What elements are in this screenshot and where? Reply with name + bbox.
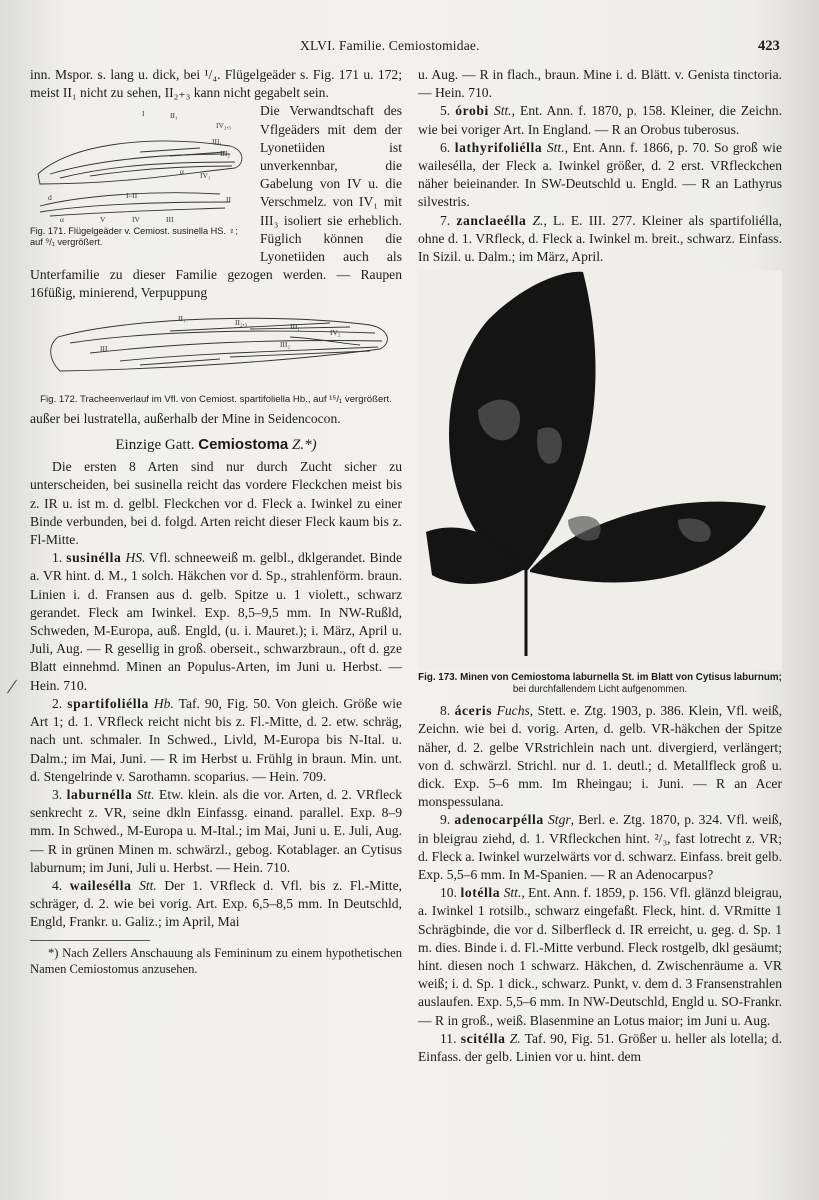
figure-173-caption-note: bei durchfallendem Licht aufgenommen. [512,684,688,696]
species-text: Taf. 90, Fig. 51. Größer u. heller als lotella; d. Einfass. der gelb. Linien vor u. hint. dem [418,1030,782,1065]
svg-text:III₁: III₁ [212,137,223,147]
species-number: 6. [440,139,451,155]
species-name: spartifoliélla [67,695,149,711]
genus-heading [30,436,402,454]
svg-text:II: II [226,195,231,205]
svg-text:III: III [100,343,108,353]
species-number: 3. [52,786,63,802]
trachea-diagram [30,309,402,387]
species-name: wailesélla [69,877,132,893]
species-name: adenocarpélla [454,812,544,828]
figure-173-caption [418,672,782,696]
svg-text:III₂: III₂ [280,339,291,349]
species-entry [418,139,782,212]
species-author: Z. [509,1030,521,1046]
species-number: 5. [440,103,451,119]
species-author: Stt. [136,786,155,802]
wing-venation-diagram [30,104,252,224]
species-author: HS. [125,550,146,566]
svg-text:IV: IV [132,215,140,225]
svg-text:III₁: III₁ [290,321,301,331]
species-text: , Ent. Ann. f. 1859, p. 156. Vfl. glänzd bleigrau, a. Iwinkel 1 rotsilb., schwarz eingefaßt. Fleck, hint. d. VRmitte 1 Schrägbinde, die vor d. Silberfleck d. IR erreicht, u. geg. d. Sp. 1 m. dies. Binde i. d. Fl.-Mitte verbund. Fleck rostgelb, dkl gesäumt; hint. diesen noch 1 schwarz. Häkchen, d. Zwischenräume a. VR weiß; i. d. Sp. 1 dick., schwarz. Punkt, v. dem d. 3 Fransenstrahlen auslaufen. Exp. 5,5–6 mm. In NW-Deutschld, Engld u. SO-Frankr. — R in groß., weiß. Blasenmine an Lotus maior; im Juni u. Aug. [418,885,782,1028]
figure-173-caption-main: Fig. 173. Minen von Cemiostoma laburnella St. im Blatt von Cytisus laburnum; [418,672,782,684]
genus-intro: Die ersten 8 Arten sind nur durch Zucht sicher zu unterscheiden, bei susinella reicht das vordere Fleckchen meist bis z. IR u. ist m. d. gelbl. Fleckchen vor d. Fleck a. Iwinkel zu einer Binde verbunden, bei d. folgd. Arten reicht dieser Fleck kaum bis z. Fl-Mitte. [30,459,402,548]
svg-text:IV₂: IV₂ [330,327,341,337]
intro-paragraph: inn. Mspor. s. lang u. dick, bei ¹/₄. Flügelgeäder s. Fig. 171 u. 172; meist II₁ nicht zu sehen, II₂₊₃ kann nicht gegabelt sein. [30,67,402,101]
species-author: Stt. [493,103,512,119]
footnote-text: *) Nach Zellers Anschauung als Femininum zu einem hypothetischen Namen Cemiostomus anzusehen. [30,945,402,976]
species-text: Vfl. schneeweiß m. gelbl., dklgerandet. Binde a. VR hint. d. M., 1 solch. Häkchen vor d. Sp., strahlenförm. braun. Linien i. d. Fransen aus d. gelb. Spitze u. 1 violett., schwarz gerandet. Fleck am Iwinkel. Exp. 8,5–9,5 mm. In NW-Rußld, Schweden, M-Europa, auß. Engld, (u. i. Mauret.); i. März, April u. Juli, Aug. — R gesellig in groß. oberseit., schwarzbraun., oft d. gze Blatt einnehmd. Minen an Populus-Arten, im Juni u. Herbst. — Hein. 710. [30,550,402,693]
species-entry [30,549,402,695]
species-number: 10. [440,885,457,901]
leaf-mines-photo [418,270,782,670]
species-number: 1. [52,550,63,566]
species-text: Etw. klein. als die vor. Arten, d. 2. VRfleck senkrecht z. VR, seine dkln Einfassg. einand. parallel. Exp. 8–9 mm. In Schwed., M-Europa u. M-Ital.; im Mai, Juni u. E. Juli, Aug. — R in grünen Minen m. schwärzl., gebog. Kotablager. an Cytisus laburnum; im Juni, Juli u. Herbst. — Hein. 710. [30,786,402,875]
svg-text:II₁: II₁ [170,111,178,121]
species-entry [418,1030,782,1066]
species-text: Der 1. VRfleck d. Vfl. bis z. Fl.-Mitte, schräger, d. 2. wie bei vorig. Art. Exp. 6,5–8,5 mm. In Deutschld, Engld, Frankr. u. Galiz.; im April, Mai [30,877,403,930]
genus-author: Z.*) [292,437,317,454]
species-name: lathyrifoliélla [454,139,543,155]
right-column [418,66,782,1066]
species-author: Stt. [139,877,157,893]
species-number: 2. [52,695,63,711]
svg-text:α: α [60,215,64,225]
species-number: 9. [440,812,451,828]
species-text: , Ent. Ann. f. 1866, p. 70. So groß wie wailesélla, der Fleck a. Iwinkel größer, d. 2 erst. VRfleckchen näher beieinander. In SW-Deutschld u. Engld. — R an Lathyrus silvestris. [418,139,782,210]
species-text: , L. E. III. 277. Kleiner als spartifoliélla, ohne d. 1. VRfleck, d. Fleck a. Iwinkel m. breit., schwarz. Einfass. In Sizil. u. Dalm.; im März, April. [418,212,782,265]
genus-prefix: Einzige Gatt. [115,437,195,454]
species-author: Fuchs [496,703,530,719]
species-text: Taf. 90, Fig. 50. Von gleich. Größe wie Art 1; d. 1. VRfleck reicht nicht bis z. Fl.-Mitte, d. 2. etw. schräg, nach unt. schmaler. In Schwed., Livld, M-Europa bis N-Ital. u. Dalm.; im Mai, Juni. — R im Herbst u. Frühlg in braun. Min. unt. d. Stengelrinde v. Sarothamn. scoparius. — Hein. 709. [30,695,403,784]
species-name: lotélla [460,885,501,901]
svg-text:d: d [48,193,52,203]
pupation-text: außer bei lustratella, außerhalb der Mine in Seidencocon. [30,410,341,426]
intro-continued: Die Verwandtschaft des Vflgeäders mit dem der Lyonetiiden ist unverkennbar, die Gabelung von IV u. die Verschmelz. von IV₁ mit III₃ isoliert sie erheblich. Füglich können die Lyonetiiden auch als Unterfamilie zu dieser Familie gezogen werden. — Raupen 16füßig, minierend, Verpuppung [30,103,402,301]
figure-171 [30,104,252,254]
svg-text:II₂,₃: II₂,₃ [235,317,248,327]
species-entry [418,702,782,811]
fig-171-block [30,102,402,302]
svg-text:α: α [180,167,184,177]
species-name: susinélla [66,550,122,566]
species-name: zanclaeélla [456,212,527,228]
figure-171-caption: Fig. 171. Flügelgeäder v. Cemiost. susinella HS. ♀; auf ⁹/₁ vergrößert. [30,226,238,248]
species-entry [418,212,782,267]
species-number: 7. [440,212,451,228]
svg-text:I–II: I–II [126,191,138,201]
species-number: 11. [440,1030,457,1046]
margin-pencil-mark [7,680,17,694]
svg-text:II₁: II₁ [178,313,186,323]
species-name: áceris [454,703,493,719]
species-entry [418,884,782,1030]
species-name: scitélla [460,1030,506,1046]
svg-text:IV₂,₃: IV₂,₃ [216,121,232,131]
genus-name: Cemiostoma [198,436,289,454]
svg-text:V: V [100,215,106,225]
species-author: Hb. [153,695,174,711]
page-number: 423 [758,38,780,54]
species-number: 4. [52,877,63,893]
species-entry [30,877,402,932]
footnote [30,945,402,977]
svg-text:III₂: III₂ [220,149,231,159]
figure-172 [30,309,402,406]
running-title: XLVI. Familie. Cemiostomidae. [300,38,480,53]
page-header [0,38,819,58]
species-name: órobi [455,103,489,119]
figure-173 [418,270,782,696]
species-author: Stt. [503,885,522,901]
species-author: Stgr [548,812,571,828]
species-entry [30,695,402,786]
species-author: Stt. [546,139,565,155]
species-entry [418,811,782,884]
svg-text:IV₁: IV₁ [200,171,211,181]
species-name: laburnélla [66,786,133,802]
species-author: Z. [532,212,544,228]
continued-text: u. Aug. — R in flach., braun. Mine i. d. Blätt. v. Genista tinctoria. — Hein. 710. [418,67,782,101]
svg-text:I: I [142,109,145,119]
species-text: , Stett. e. Ztg. 1903, p. 386. Klein, Vfl. weiß, Zeichn. wie bei d. vorig. Arten, d. gelb. VR-häkchen der Spitze näher, d. 2. gelbe VRstrichlein nach unt. divergierd, verlängert; von d. schwärzl. Strichl. nur d. 1. deutl.; d. Metallfleck groß u. dick. Exp. 5–6 mm. Im Rheingau; i. Juni. — R an Acer monspessulana. [418,703,782,810]
left-column [30,66,402,977]
svg-text:III: III [166,215,174,225]
species-text: , Berl. e. Ztg. 1870, p. 324. Vfl. weiß, in bleigrau ziehd, d. 1. VRfleckchen hint. ²/₃, fast lotrecht z. VR; d. Fleck a. Iwinkel wurzelwärts vor d. schwarz. Einfass. breit gelb. Exp. 5,5–6 mm. In M-Spanien. — R an Adenocarpus? [418,812,782,883]
species-number: 8. [440,703,451,719]
species-entry [30,786,402,877]
species-entry [418,102,782,138]
species-text: , Ent. Ann. f. 1870, p. 158. Kleiner, die Zeichn. wie bei voriger Art. In England. — R an Orobus tuberosus. [418,103,782,137]
figure-172-caption: Fig. 172. Tracheenverlauf im Vfl. von Cemiost. spartifoliella Hb., auf ¹⁵/₁ vergrößert. [40,393,392,405]
